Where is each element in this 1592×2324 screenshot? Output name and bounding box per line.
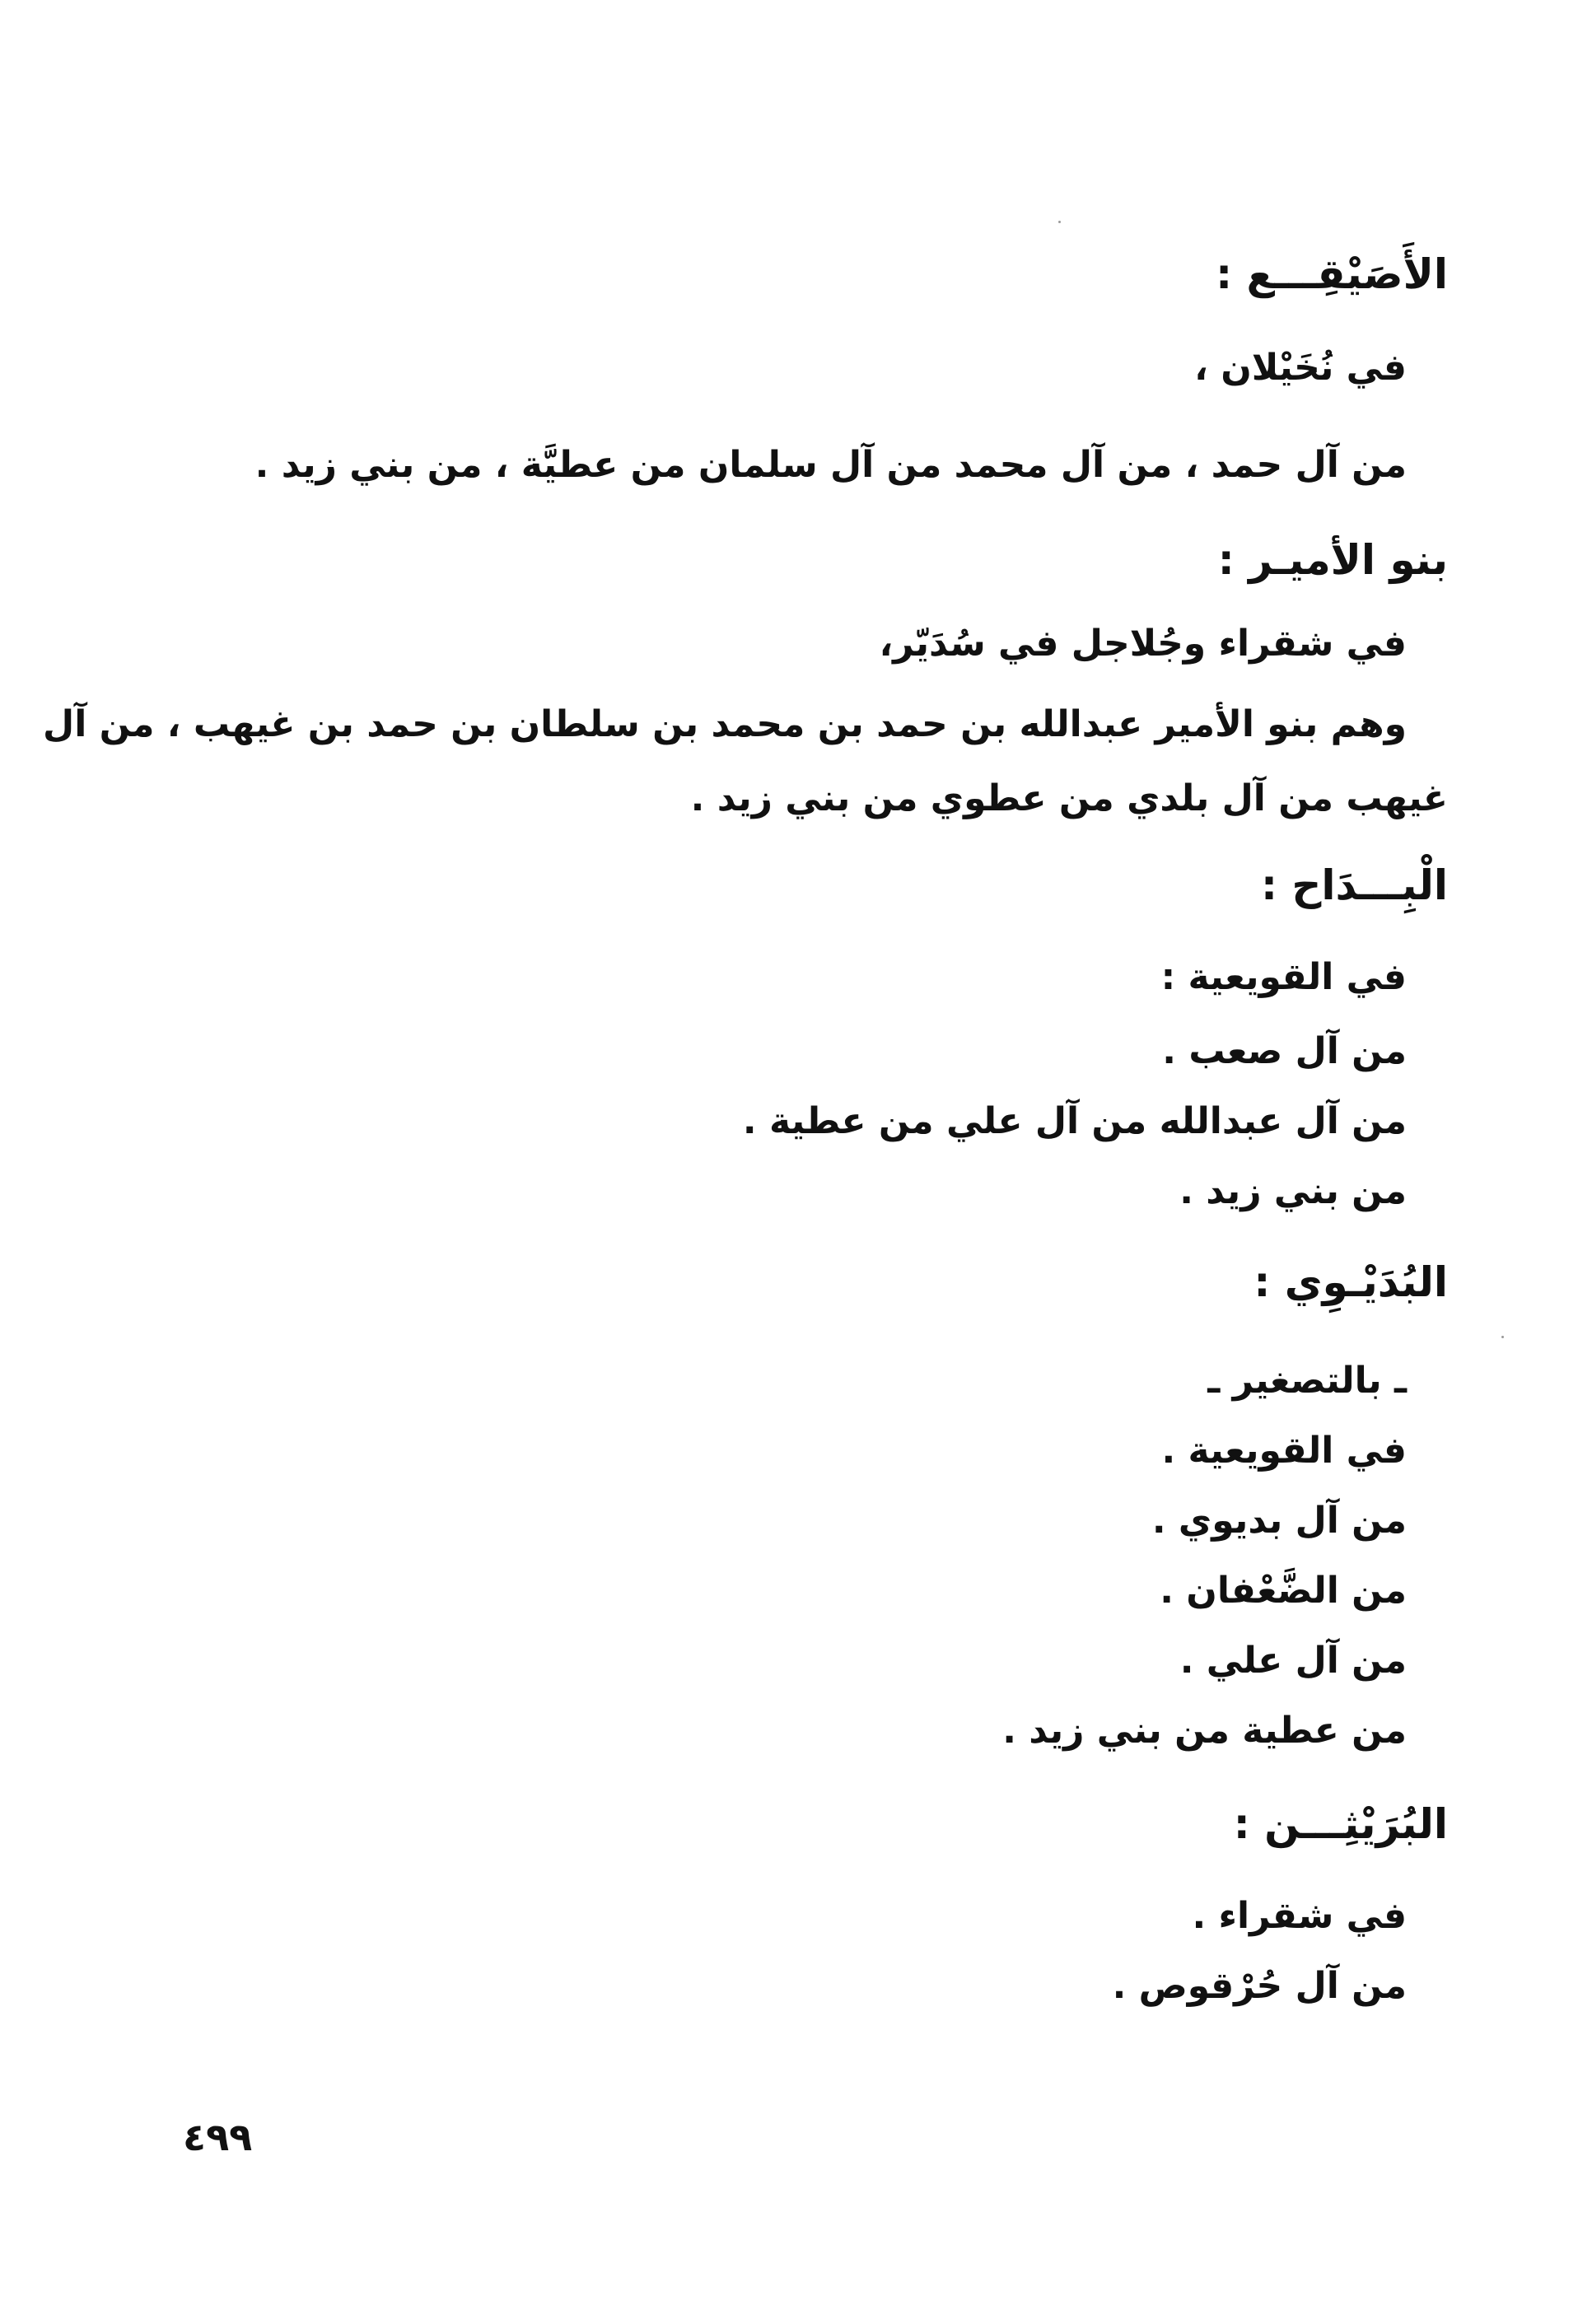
entry-text: في القويعية : xyxy=(1160,956,1407,998)
entry-text: في شقراء وجُلاجل في سُدَيّر، xyxy=(879,623,1407,665)
entry-text: من آل بديوي . xyxy=(1151,1500,1407,1542)
scan-speck xyxy=(1058,221,1061,223)
entry-text: في نُخَيْلان ، xyxy=(1194,347,1407,389)
entry-text: غيهب من آل بلدي من عطوي من بني زيد . xyxy=(690,777,1448,819)
page-number: ٤٩٩ xyxy=(183,2115,253,2159)
entry-heading-asaiqi: الأَصَيْقِـــع : xyxy=(1216,250,1448,298)
entry-text: من عطية من بني زيد . xyxy=(1002,1710,1407,1752)
entry-text: من آل حمد ، من آل محمد من آل سلمان من عطيَّة ، من بني زيد . xyxy=(254,444,1407,486)
entry-heading-albudaywi: البُدَيْـوِي : xyxy=(1254,1258,1448,1306)
entry-text: ـ بالتصغير ـ xyxy=(1207,1360,1407,1402)
entry-text: من آل علي . xyxy=(1179,1640,1407,1682)
entry-text: من آل حُرْقوص . xyxy=(1112,1965,1407,2007)
entry-text: من آل عبدالله من آل علي من عطية . xyxy=(742,1100,1407,1142)
scan-speck xyxy=(1501,1336,1504,1338)
entry-text: من الضَّعْفان . xyxy=(1160,1570,1407,1612)
entry-text: وهم بنو الأمير عبدالله بن حمد بن محمد بن سلطان بن حمد بن غيهب ، من آل xyxy=(43,703,1407,745)
entry-heading-alburaythin: البُرَيْثِـــن : xyxy=(1233,1800,1448,1848)
entry-text: من بني زيد . xyxy=(1179,1170,1407,1212)
entry-heading-banu-alamir: بنو الأميـر : xyxy=(1217,536,1448,584)
entry-text: في شقراء . xyxy=(1192,1895,1407,1937)
entry-text: في القويعية . xyxy=(1161,1430,1407,1472)
entry-heading-albidah: الْبِـــدَاح : xyxy=(1260,861,1448,909)
entry-text: من آل صعب . xyxy=(1162,1030,1407,1072)
